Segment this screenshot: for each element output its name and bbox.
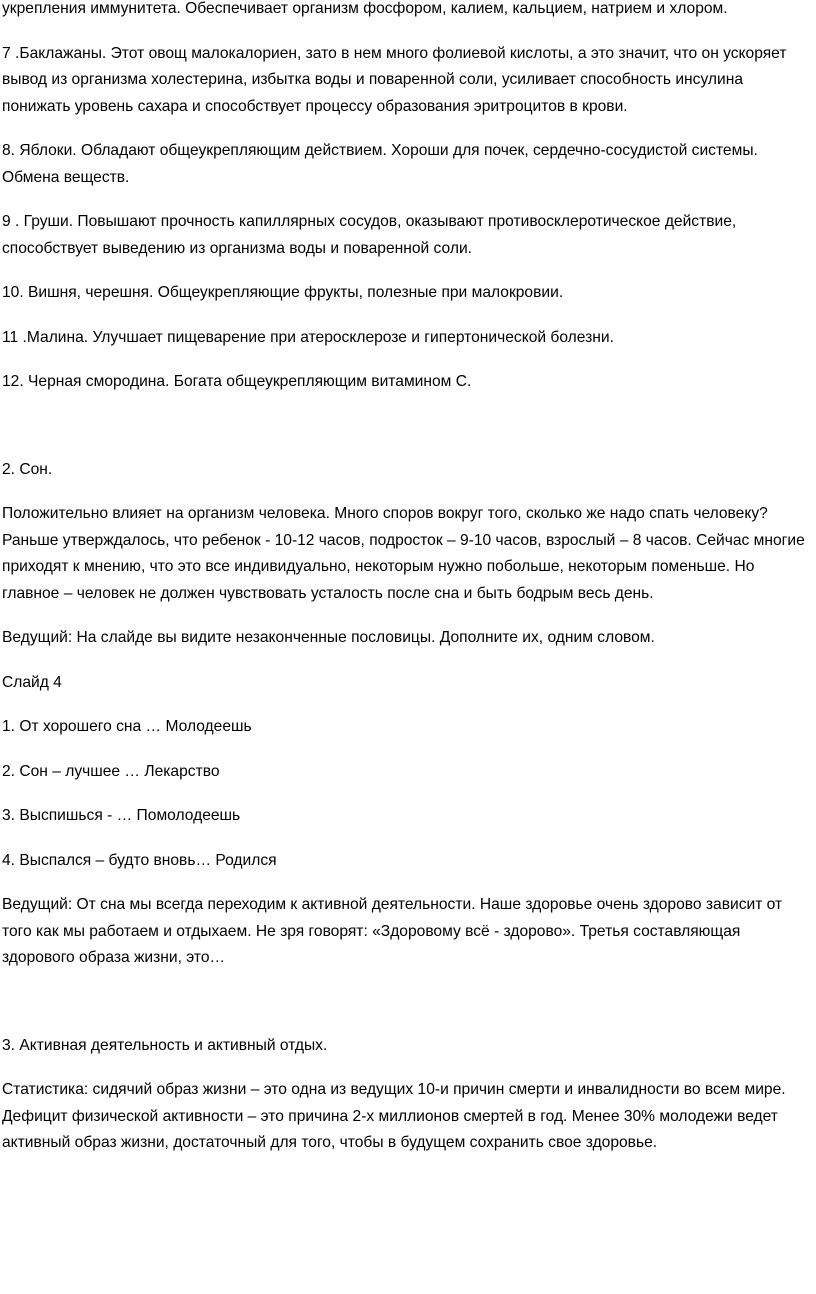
paragraph-host-activity: Ведущий: От сна мы всегда переходим к активной деятельности. Наше здоровье очень здорово зависит от того как мы работаем и отдыхаем. Не зря говорят: «Здоровому всё - здорово». Третья составляющая здорового образа жизни, это… [2,896,783,966]
paragraph-sleep-body: Положительно влияет на организм человека. Много споров вокруг того, сколько же надо спать человеку? Раньше утверждалось, что ребенок - 10-12 часов, подросток – 9-10 часов, взрослый – 8 часов. Сейчас многие приходят к мнению, что это все индивидуально, некоторым нужно побольше, некоторым поменьше. Но главное – человек не должен чувствовать усталость после сна и быть бодрым весь день. [2,505,805,602]
paragraph-raspberry: 11 .Малина. Улучшает пищеварение при атеросклерозе и гипертонической болезни. [2,328,614,346]
paragraph-statistics: Статистика: сидячий образ жизни – это одна из ведущих 10-и причин смерти и инвалидности во всем мире. Дефицит физической активности – это причина 2-х миллионов смертей в год. Менее 30% молодежи ведет активный образ жизни, достаточный для того, чтобы в будущем сохранить свое здоровье. [2,1081,786,1151]
paragraph-cherries: 10. Вишня, черешня. Общеукрепляющие фрукты, полезные при малокровии. [2,284,564,301]
proverb-item-3: 3. Выспишься - … Помолодеешь [2,807,241,824]
blank-line [2,414,814,457]
paragraph-eggplant: 7 .Баклажаны. Этот овощ малокалориен, зато в нем много фолиевой кислоты, а это значит, что он ускоряет вывод из организма холестерина, избытка воды и поваренной соли, усиливает способность инсулина понижать уровень сахара и способствует процессу образования эритроцитов в крови. [2,44,787,115]
section-heading-activity: 3. Активная деятельность и активный отдых. [2,1036,328,1054]
proverb-item-2: 2. Сон – лучшее … Лекарство [2,762,220,780]
paragraph-immunity-continuation: укрепления иммунитета. Обеспечивает организм фосфором, калием, кальцием, натрием и хлором. [2,0,728,17]
paragraph-blackcurrant: 12. Черная смородина. Богата общеукрепляющим витамином С. [2,373,472,390]
proverb-item-4: 4. Выспался – будто вновь… Родился [2,851,277,869]
blank-line [2,990,814,1033]
section-heading-sleep: 2. Сон. [2,460,53,478]
paragraph-slide-label: Слайд 4 [2,673,62,691]
paragraph-host-proverbs: Ведущий: На слайде вы видите незаконченные пословицы. Дополните их, одним словом. [2,629,655,646]
proverb-item-1: 1. От хорошего сна … Молодеешь [2,718,252,735]
paragraph-apples: 8. Яблоки. Обладают общеукрепляющим действием. Хороши для почек, сердечно-сосудистой системы. Обмена веществ. [2,142,758,186]
paragraph-pears: 9 . Груши. Повышают прочность капиллярных сосудов, оказывают противосклеротическое действие, способствует выведению из организма воды и поваренной соли. [2,213,737,257]
